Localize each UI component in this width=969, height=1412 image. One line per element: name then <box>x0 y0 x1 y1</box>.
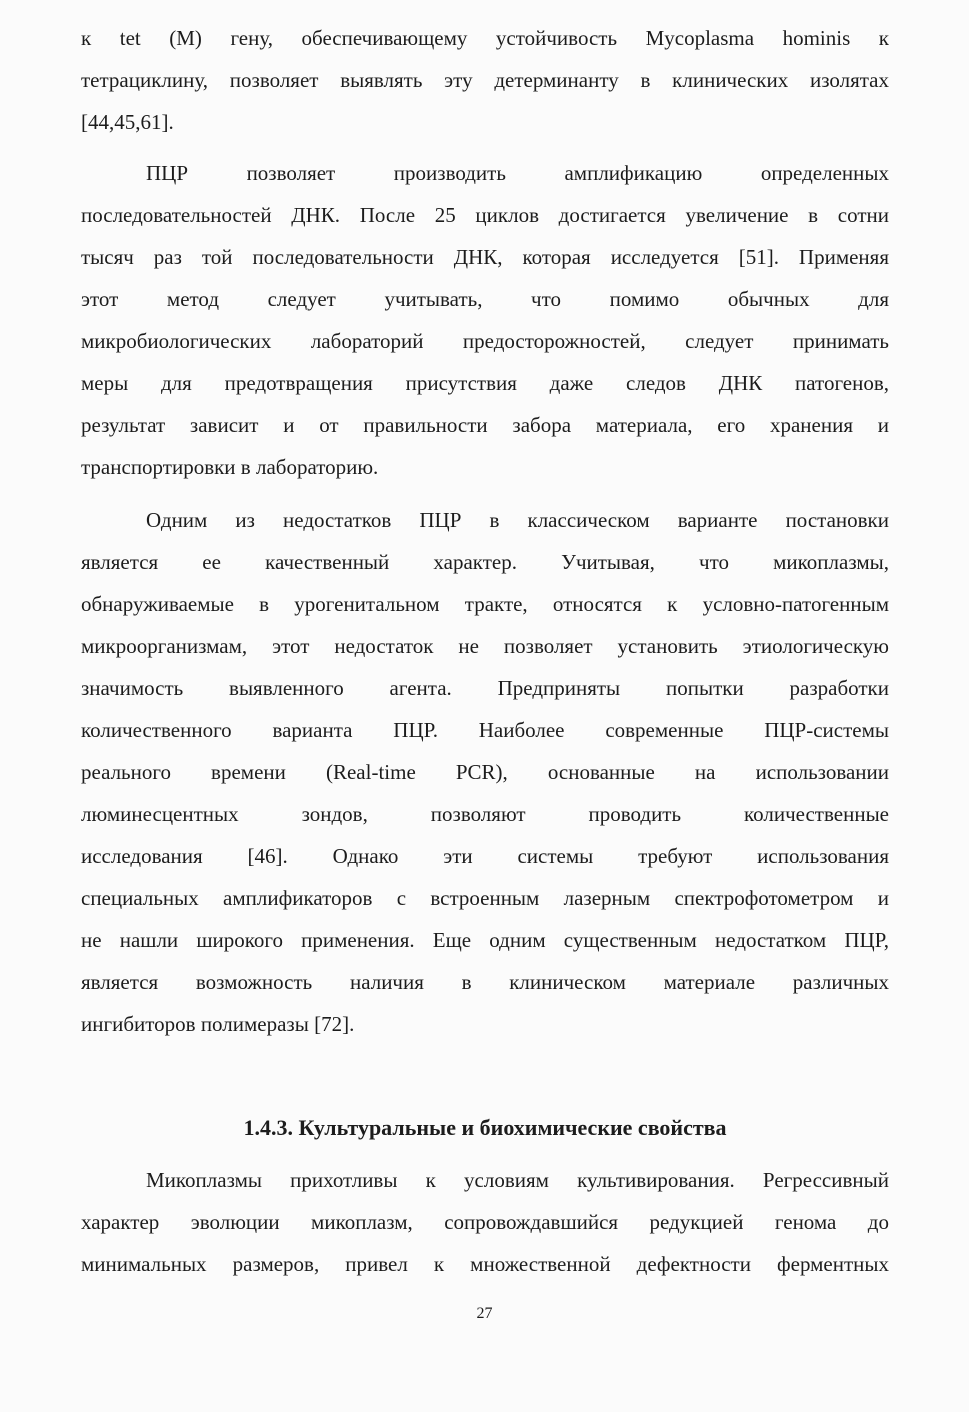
paragraph-line: является ее качественный характер. Учитывая, что микоплазмы, <box>81 550 889 574</box>
paragraph-line: меры для предотвращения присутствия даже следов ДНК патогенов, <box>81 371 889 395</box>
paragraph-line: этот метод следует учитывать, что помимо обычных для <box>81 287 889 311</box>
paragraph-line: [44,45,61]. <box>81 110 174 134</box>
paragraph-line: ингибиторов полимеразы [72]. <box>81 1012 355 1036</box>
paragraph-line: исследования [46]. Однако эти системы требуют использования <box>81 844 889 868</box>
paragraph-line: специальных амплификаторов с встроенным лазерным спектрофотометром и <box>81 886 889 910</box>
paragraph-line: реального времени (Real-time PCR), основанные на использовании <box>81 760 889 784</box>
paragraph-line: ПЦР позволяет производить амплификацию определенных <box>146 161 889 185</box>
paragraph-line: характер эволюции микоплазм, сопровождавшийся редукцией генома до <box>81 1210 889 1234</box>
paragraph-line: микроорганизмам, этот недостаток не позволяет установить этиологическую <box>81 634 889 658</box>
paragraph-line: тетрациклину, позволяет выявлять эту детерминанту в клинических изолятах <box>81 68 889 92</box>
paragraph-line: количественного варианта ПЦР. Наиболее современные ПЦР-системы <box>81 718 889 742</box>
paragraph-line: значимость выявленного агента. Предприняты попытки разработки <box>81 676 889 700</box>
paragraph-line: тысяч раз той последовательности ДНК, которая исследуется [51]. Применяя <box>81 245 889 269</box>
section-heading: 1.4.3. Культуральные и биохимические свойства <box>243 1115 727 1140</box>
paragraph-line: люминесцентных зондов, позволяют проводить количественные <box>81 802 889 826</box>
paragraph-line: Микоплазмы прихотливы к условиям культивирования. Регрессивный <box>146 1168 889 1192</box>
paragraph-line: транспортировки в лабораторию. <box>81 455 379 479</box>
paragraph-line: минимальных размеров, привел к множественной дефектности ферментных <box>81 1252 889 1276</box>
paragraph-line: является возможность наличия в клиническом материале различных <box>81 970 889 994</box>
paragraph-line: Одним из недостатков ПЦР в классическом варианте постановки <box>146 508 889 532</box>
paragraph-line: не нашли широкого применения. Еще одним существенным недостатком ПЦР, <box>81 928 889 952</box>
paragraph-line: микробиологических лабораторий предосторожностей, следует принимать <box>81 329 889 353</box>
paragraph-line: результат зависит и от правильности забора материала, его хранения и <box>81 413 889 437</box>
paragraph-line: последовательностей ДНК. После 25 циклов достигается увеличение в сотни <box>81 203 889 227</box>
paragraph-line: к tet (M) гену, обеспечивающему устойчивость Mycoplasma hominis к <box>81 26 889 50</box>
page-number: 27 <box>476 1305 493 1322</box>
paragraph-line: обнаруживаемые в урогенитальном тракте, относятся к условно-патогенным <box>81 592 889 616</box>
